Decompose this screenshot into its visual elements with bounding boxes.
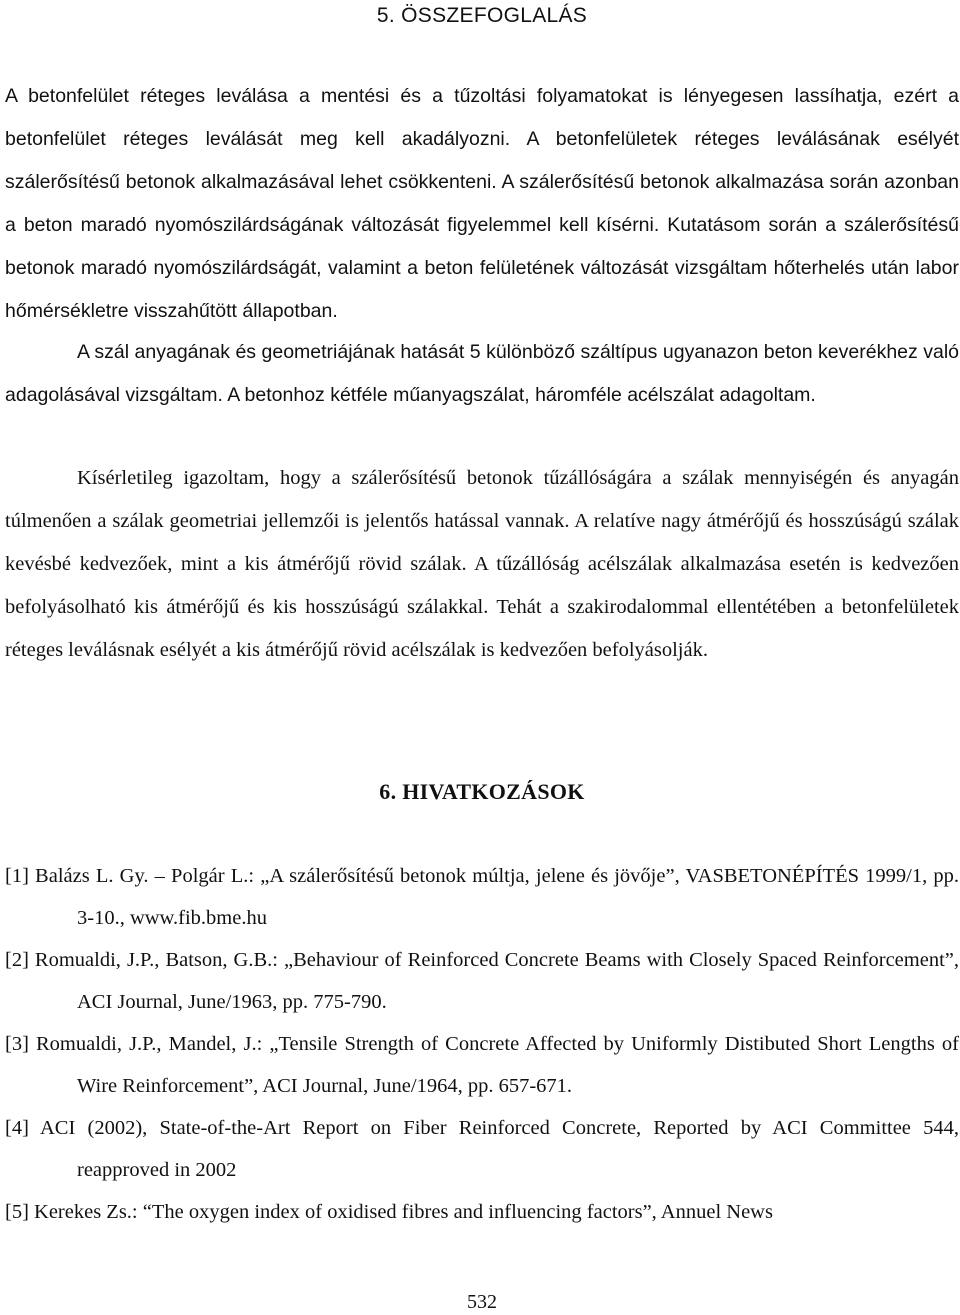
reference-item-2: [2] Romualdi, J.P., Batson, G.B.: „Behaviour of Reinforced Concrete Beams with Closely Spaced Reinforcement”, ACI Journal, June/1963, pp. 775-790. (5, 949, 959, 1013)
document-page (5, 0, 959, 1315)
summary-paragraph-3: Kísérletileg igazoltam, hogy a szálerősítésű betonok tűzállóságára a szálak mennyiségén és anyagán túlmenően a szálak geometriai jellemzői is jelentős hatással vannak. A relatíve nagy átmérőjű és hosszúságú szálak kevésbé kedvezőek, mint a kis átmérőjű rövid szálak. A tűzállóság acélszálak alkalmazása esetén is kedvezően befolyásolható kis átmérőjű és kis hosszúságú szálakkal. Tehát a szakirodalommal ellentétében a betonfelületek réteges leválásnak esélyét a kis átmérőjű rövid acélszálak is kedvezően befolyásolják. (5, 467, 959, 661)
reference-item-1: [1] Balázs L. Gy. – Polgár L.: „A szálerősítésű betonok múltja, jelene és jövője”, VASBETONÉPÍTÉS 1999/1, pp. 3-10., www.fib.bme.hu (5, 865, 959, 929)
summary-paragraph-2: A szál anyagának és geometriájának hatását 5 különböző száltípus ugyanazon beton keverékhez való adagolásával vizsgáltam. A betonhoz kétféle műanyagszálat, háromféle acélszálat adagoltam. (5, 341, 959, 406)
section-heading-references: 6. HIVATKOZÁSOK (379, 779, 585, 804)
section-heading-summary: 5. ÖSSZEFOGLALÁS (376, 4, 588, 27)
reference-item-3: [3] Romualdi, J.P., Mandel, J.: „Tensile Strength of Concrete Affected by Uniformly Distibuted Short Lengths of Wire Reinforcement”, ACI Journal, June/1964, pp. 657-671. (5, 1033, 959, 1097)
reference-item-5: [5] Kerekes Zs.: “The oxygen index of oxidised fibres and influencing factors”, Annuel News (5, 1201, 773, 1223)
reference-item-4: [4] ACI (2002), State-of-the-Art Report on Fiber Reinforced Concrete, Reported by ACI Committee 544, reapproved in 2002 (5, 1117, 959, 1181)
page-number: 532 (467, 1291, 497, 1313)
summary-paragraph-1: A betonfelület réteges leválása a mentési és a tűzoltási folyamatokat is lényegesen lassíhatja, ezért a betonfelület réteges leválását meg kell akadályozni. A betonfelületek réteges leválásának esélyét szálerősítésű betonok alkalmazásával lehet csökkenteni. A szálerősítésű betonok alkalmazása során azonban a beton maradó nyomószilárdságának változását figyelemmel kell kísérni. Kutatásom során a szálerősítésű betonok maradó nyomószilárdságát, valamint a beton felületének változását vizsgáltam hőterhelés után labor hőmérsékletre visszahűtött állapotban. (5, 85, 959, 322)
